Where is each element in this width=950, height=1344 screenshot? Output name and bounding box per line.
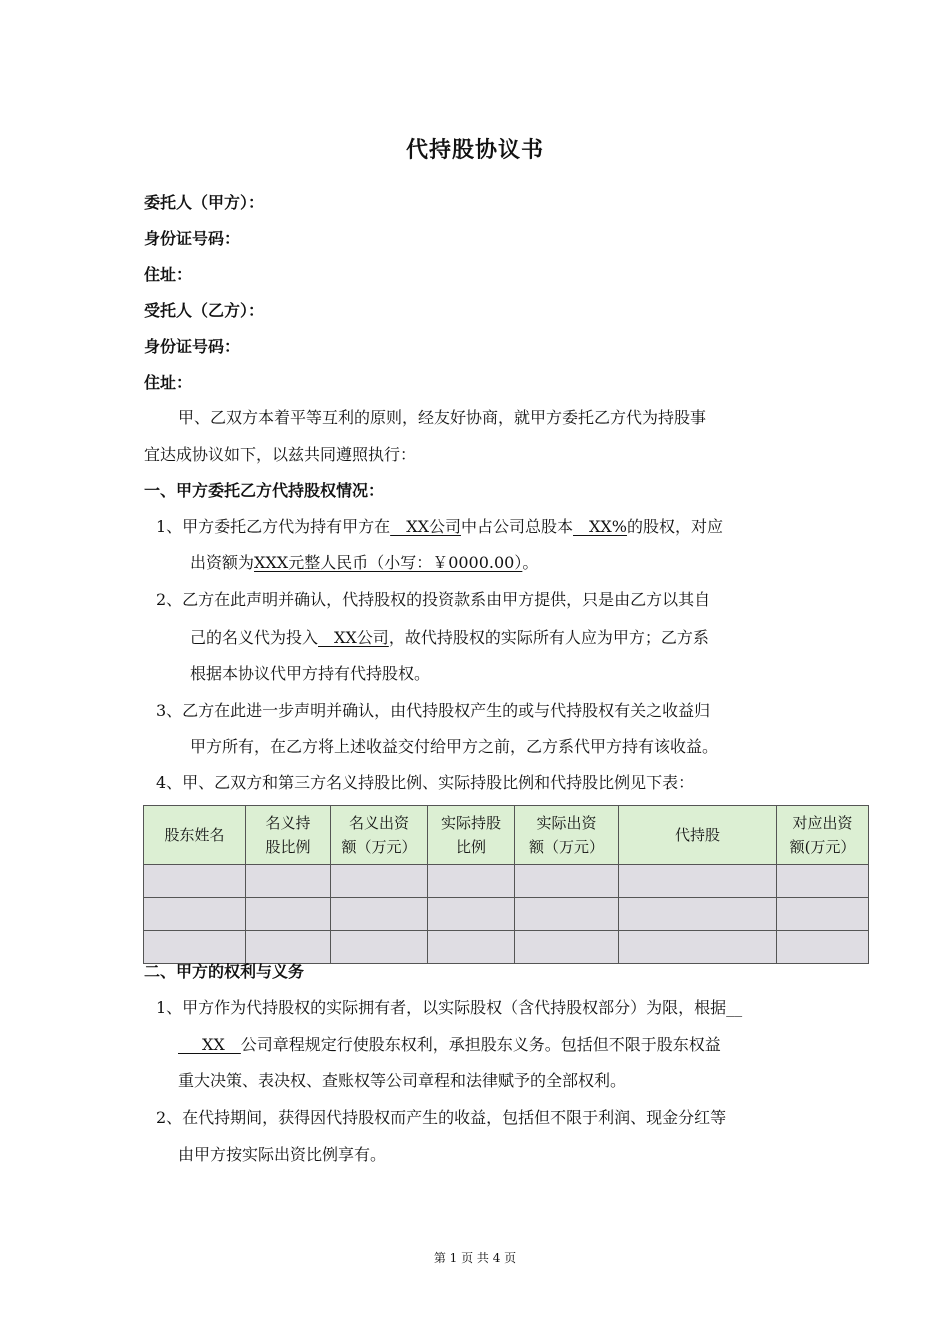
table-cell [515, 865, 619, 898]
text: 公司章程规定行使股东权利，承担股东义务。包括但不限于股东权益 [240, 1035, 721, 1054]
shareholding-table [143, 805, 869, 964]
table-cell [428, 898, 515, 931]
amount-blank: XXX元整人民币（小写：￥0000.00） [254, 553, 523, 572]
company-blank: ___XX__ [178, 1035, 241, 1054]
col-nominal-capital [331, 806, 428, 865]
col-nominal-ratio [246, 806, 331, 865]
table-row [144, 931, 869, 964]
table-header-row [144, 806, 869, 865]
s2-item-2-line-1: 2、在代持期间，获得因代持股权而产生的收益，包括但不限于利润、现金分红等 [156, 1108, 727, 1127]
table-cell [428, 865, 515, 898]
s1-item-2-line-3: 根据本协议代甲方持有代持股权。 [190, 664, 431, 683]
company-blank: __XX公司 [318, 628, 389, 647]
s1-item-4: 4、甲、乙双方和第三方名义持股比例、实际持股比例和代持股比例见下表： [156, 773, 695, 792]
header-text: 名义出资 [348, 814, 409, 832]
table-cell [777, 898, 869, 931]
company-blank: __XX公司 [390, 517, 461, 536]
s2-item-1-line-1: 1、甲方作为代持股权的实际拥有者，以实际股权（含代持股权部分）为限，根据__ [156, 998, 743, 1017]
s2-item-2-line-2: 由甲方按实际出资比例享有。 [178, 1145, 387, 1164]
col-actual-capital [515, 806, 619, 865]
table-row [144, 865, 869, 898]
text: ，故代持股权的实际所有人应为甲方；乙方系 [388, 628, 709, 647]
table-cell [619, 898, 777, 931]
header-text: 股比例 [265, 838, 311, 856]
text: 的股权，对应 [626, 517, 723, 536]
s2-item-1-line-2 [178, 1035, 721, 1055]
field-principal-address: 住址： [144, 265, 193, 284]
table-cell [777, 931, 869, 964]
page-number-footer: 第 1 页 共 4 页 [433, 1251, 517, 1265]
table-cell [246, 865, 331, 898]
table-cell [331, 865, 428, 898]
s1-item-3-line-2: 甲方所有，在乙方将上述收益交付给甲方之前，乙方系代甲方持有该收益。 [190, 737, 719, 756]
header-text: 名义持 [265, 814, 311, 832]
col-corresponding-capital [777, 806, 869, 865]
col-shareholder-name [144, 806, 246, 865]
table-cell [144, 898, 246, 931]
header-text: 额（万元） [528, 838, 604, 856]
text: 。 [522, 553, 539, 572]
col-proxy-shares [619, 806, 777, 865]
field-trustee-address: 住址： [144, 373, 193, 392]
field-principal-id: 身份证号码： [144, 229, 241, 248]
percent-blank: __XX% [573, 517, 627, 536]
table-cell [144, 865, 246, 898]
text: 出资额为 [190, 553, 255, 572]
header-text: 比例 [455, 838, 486, 856]
table-row [144, 898, 869, 931]
header-text: 代持股 [674, 826, 720, 844]
table-cell [246, 898, 331, 931]
col-actual-ratio [428, 806, 515, 865]
table-cell [619, 931, 777, 964]
header-text: 额(万元） [789, 838, 856, 856]
header-text: 对应出资 [792, 814, 853, 832]
section-1-heading: 一、甲方委托乙方代持股权情况： [144, 481, 385, 500]
s1-item-3-line-1: 3、乙方在此进一步声明并确认，由代持股权产生的或与代持股权有关之收益归 [156, 701, 711, 720]
table-cell [331, 931, 428, 964]
s1-item-1-line-1 [156, 517, 723, 537]
table-cell [515, 898, 619, 931]
text: 1、甲方委托乙方代为持有甲方在 [156, 517, 391, 536]
header-text: 额（万元） [341, 838, 417, 856]
intro-line-1: 甲、乙双方本着平等互利的原则，经友好协商，就甲方委托乙方代为持股事 [178, 408, 707, 427]
text: 中占公司总股本 [460, 517, 573, 536]
table-cell [428, 931, 515, 964]
table-cell [619, 865, 777, 898]
table-cell [246, 931, 331, 964]
s2-item-1-line-3: 重大决策、表决权、查账权等公司章程和法律赋予的全部权利。 [178, 1071, 627, 1090]
page-title: 代持股协议书 [405, 138, 544, 163]
s1-item-2-line-2 [190, 628, 709, 648]
section-2-heading: 二、甲方的权利与义务 [144, 962, 305, 981]
text: 己的名义代为投入 [190, 628, 319, 647]
header-text: 实际出资 [536, 814, 597, 832]
field-principal: 委托人（甲方）： [144, 193, 265, 212]
table-cell [515, 931, 619, 964]
s1-item-2-line-1: 2、乙方在此声明并确认，代持股权的投资款系由甲方提供，只是由乙方以其自 [156, 590, 711, 609]
table-cell [331, 898, 428, 931]
field-trustee: 受托人（乙方）： [144, 301, 265, 320]
header-text: 实际持股 [440, 814, 501, 832]
header-text: 股东姓名 [164, 826, 225, 844]
intro-line-2: 宜达成协议如下，以兹共同遵照执行： [144, 445, 417, 464]
table-cell [144, 931, 246, 964]
s1-item-1-line-2 [190, 553, 538, 573]
table-cell [777, 865, 869, 898]
field-trustee-id: 身份证号码： [144, 337, 241, 356]
